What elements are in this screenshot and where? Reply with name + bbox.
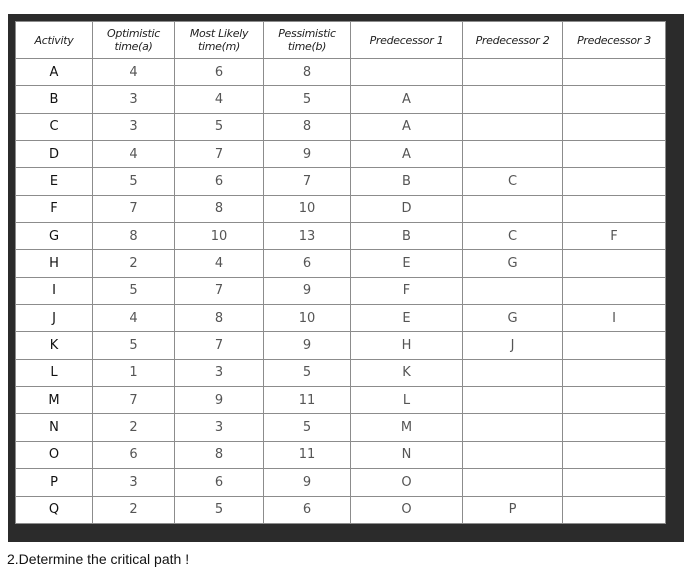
activity-cell: A	[16, 59, 93, 86]
most-likely-cell: 6	[175, 59, 264, 86]
activity-cell: H	[16, 250, 93, 277]
predecessor-1-cell: O	[351, 469, 463, 496]
predecessor-3-cell	[563, 441, 666, 468]
pessimistic-cell: 6	[264, 496, 351, 524]
header-predecessor-2	[463, 22, 563, 59]
header-line: Predecessor 2	[475, 33, 550, 47]
optimistic-cell: 2	[93, 250, 175, 277]
predecessor-1-cell: D	[351, 195, 463, 222]
frame-tick	[318, 14, 320, 20]
header-line: time(m)	[197, 40, 241, 53]
pessimistic-cell: 11	[264, 441, 351, 468]
pessimistic-cell: 9	[264, 277, 351, 304]
activity-cell: N	[16, 414, 93, 441]
activity-cell: D	[16, 141, 93, 168]
predecessor-2-cell	[463, 86, 563, 113]
predecessor-1-cell: L	[351, 387, 463, 414]
predecessor-3-cell	[563, 59, 666, 86]
most-likely-cell: 10	[175, 223, 264, 250]
table-row	[16, 223, 666, 250]
predecessor-2-cell: P	[463, 496, 563, 524]
predecessor-3-cell	[563, 195, 666, 222]
predecessor-3-cell	[563, 496, 666, 524]
most-likely-cell: 4	[175, 86, 264, 113]
table-row	[16, 332, 666, 359]
pessimistic-cell: 10	[264, 195, 351, 222]
activity-cell: M	[16, 387, 93, 414]
predecessor-2-cell	[463, 414, 563, 441]
header-line: Pessimistic	[278, 27, 336, 40]
table-row	[16, 141, 666, 168]
pessimistic-cell: 11	[264, 387, 351, 414]
header-predecessor-3	[563, 22, 666, 59]
header-line: Most Likely	[189, 27, 249, 40]
predecessor-2-cell: J	[463, 332, 563, 359]
predecessor-3-cell	[563, 113, 666, 140]
predecessor-2-cell: G	[463, 305, 563, 332]
predecessor-1-cell: A	[351, 141, 463, 168]
header-optimistic-time	[93, 22, 175, 59]
pessimistic-cell: 8	[264, 59, 351, 86]
header-line: time(b)	[287, 40, 327, 53]
optimistic-cell: 4	[93, 59, 175, 86]
predecessor-3-cell: I	[563, 305, 666, 332]
table-row	[16, 277, 666, 304]
pessimistic-cell: 13	[264, 223, 351, 250]
predecessor-1-cell: B	[351, 168, 463, 195]
frame-tick	[105, 14, 107, 20]
table-row	[16, 168, 666, 195]
predecessor-1-cell: O	[351, 496, 463, 524]
predecessor-2-cell	[463, 141, 563, 168]
predecessor-3-cell	[563, 414, 666, 441]
frame-tick	[520, 14, 522, 20]
header-activity	[16, 22, 93, 59]
table-row	[16, 441, 666, 468]
optimistic-cell: 1	[93, 359, 175, 386]
optimistic-cell: 5	[93, 168, 175, 195]
most-likely-cell: 8	[175, 195, 264, 222]
predecessor-2-cell	[463, 441, 563, 468]
pessimistic-cell: 9	[264, 469, 351, 496]
most-likely-cell: 8	[175, 305, 264, 332]
most-likely-cell: 6	[175, 469, 264, 496]
predecessor-3-cell	[563, 359, 666, 386]
question-text: 2.Determine the critical path !	[7, 551, 190, 567]
table-row	[16, 250, 666, 277]
activity-cell: F	[16, 195, 93, 222]
predecessor-1-cell: B	[351, 223, 463, 250]
table-row	[16, 469, 666, 496]
most-likely-cell: 9	[175, 387, 264, 414]
predecessor-1-cell: E	[351, 305, 463, 332]
predecessor-3-cell	[563, 250, 666, 277]
optimistic-cell: 3	[93, 113, 175, 140]
optimistic-cell: 5	[93, 277, 175, 304]
predecessor-1-cell: F	[351, 277, 463, 304]
optimistic-cell: 8	[93, 223, 175, 250]
predecessor-1-cell: A	[351, 113, 463, 140]
activity-cell: E	[16, 168, 93, 195]
most-likely-cell: 7	[175, 332, 264, 359]
optimistic-cell: 2	[93, 496, 175, 524]
activity-cell: P	[16, 469, 93, 496]
predecessor-2-cell: C	[463, 168, 563, 195]
predecessor-3-cell	[563, 277, 666, 304]
pessimistic-cell: 9	[264, 332, 351, 359]
pessimistic-cell: 5	[264, 86, 351, 113]
table-header-row	[16, 22, 666, 59]
predecessor-2-cell	[463, 469, 563, 496]
activity-cell: I	[16, 277, 93, 304]
header-line: time(a)	[114, 40, 153, 53]
table-row	[16, 59, 666, 86]
optimistic-cell: 3	[93, 86, 175, 113]
predecessor-2-cell	[463, 387, 563, 414]
predecessor-2-cell	[463, 359, 563, 386]
optimistic-cell: 6	[93, 441, 175, 468]
predecessor-2-cell: G	[463, 250, 563, 277]
most-likely-cell: 7	[175, 141, 264, 168]
table-row	[16, 387, 666, 414]
activity-cell: L	[16, 359, 93, 386]
header-line: Predecessor 3	[577, 33, 651, 47]
optimistic-cell: 5	[93, 332, 175, 359]
predecessor-3-cell	[563, 168, 666, 195]
predecessor-1-cell: A	[351, 86, 463, 113]
header-predecessor-1	[351, 22, 463, 59]
predecessor-3-cell	[563, 141, 666, 168]
predecessor-1-cell: N	[351, 441, 463, 468]
predecessor-1-cell: M	[351, 414, 463, 441]
most-likely-cell: 3	[175, 414, 264, 441]
predecessor-2-cell	[463, 113, 563, 140]
predecessor-3-cell: F	[563, 223, 666, 250]
table-row	[16, 414, 666, 441]
most-likely-cell: 5	[175, 496, 264, 524]
activity-table-container	[15, 21, 665, 524]
optimistic-cell: 4	[93, 141, 175, 168]
predecessor-3-cell	[563, 387, 666, 414]
activity-cell: J	[16, 305, 93, 332]
table-row	[16, 496, 666, 524]
optimistic-cell: 2	[93, 414, 175, 441]
predecessor-3-cell	[563, 332, 666, 359]
predecessor-2-cell	[463, 59, 563, 86]
predecessor-1-cell	[351, 59, 463, 86]
most-likely-cell: 4	[175, 250, 264, 277]
optimistic-cell: 7	[93, 195, 175, 222]
predecessor-1-cell: E	[351, 250, 463, 277]
optimistic-cell: 3	[93, 469, 175, 496]
predecessor-2-cell	[463, 195, 563, 222]
optimistic-cell: 4	[93, 305, 175, 332]
table-row	[16, 359, 666, 386]
pessimistic-cell: 6	[264, 250, 351, 277]
table-body	[16, 59, 666, 524]
predecessor-2-cell: C	[463, 223, 563, 250]
pessimistic-cell: 7	[264, 168, 351, 195]
predecessor-1-cell: K	[351, 359, 463, 386]
header-most-likely-time	[175, 22, 264, 59]
most-likely-cell: 7	[175, 277, 264, 304]
activity-table	[15, 21, 666, 524]
activity-cell: K	[16, 332, 93, 359]
pessimistic-cell: 5	[264, 414, 351, 441]
pessimistic-cell: 10	[264, 305, 351, 332]
header-line: Predecessor 1	[369, 33, 444, 47]
header-pessimistic-time	[264, 22, 351, 59]
most-likely-cell: 8	[175, 441, 264, 468]
predecessor-2-cell	[463, 277, 563, 304]
header-line: Activity	[34, 33, 74, 47]
predecessor-3-cell	[563, 469, 666, 496]
activity-cell: Q	[16, 496, 93, 524]
activity-cell: O	[16, 441, 93, 468]
activity-cell: B	[16, 86, 93, 113]
activity-cell: G	[16, 223, 93, 250]
predecessor-3-cell	[563, 86, 666, 113]
activity-cell: C	[16, 113, 93, 140]
pessimistic-cell: 8	[264, 113, 351, 140]
table-row	[16, 113, 666, 140]
table-row	[16, 86, 666, 113]
table-row	[16, 195, 666, 222]
pessimistic-cell: 9	[264, 141, 351, 168]
optimistic-cell: 7	[93, 387, 175, 414]
most-likely-cell: 3	[175, 359, 264, 386]
most-likely-cell: 6	[175, 168, 264, 195]
pessimistic-cell: 5	[264, 359, 351, 386]
header-line: Optimistic	[107, 27, 160, 40]
table-row	[16, 305, 666, 332]
predecessor-1-cell: H	[351, 332, 463, 359]
most-likely-cell: 5	[175, 113, 264, 140]
